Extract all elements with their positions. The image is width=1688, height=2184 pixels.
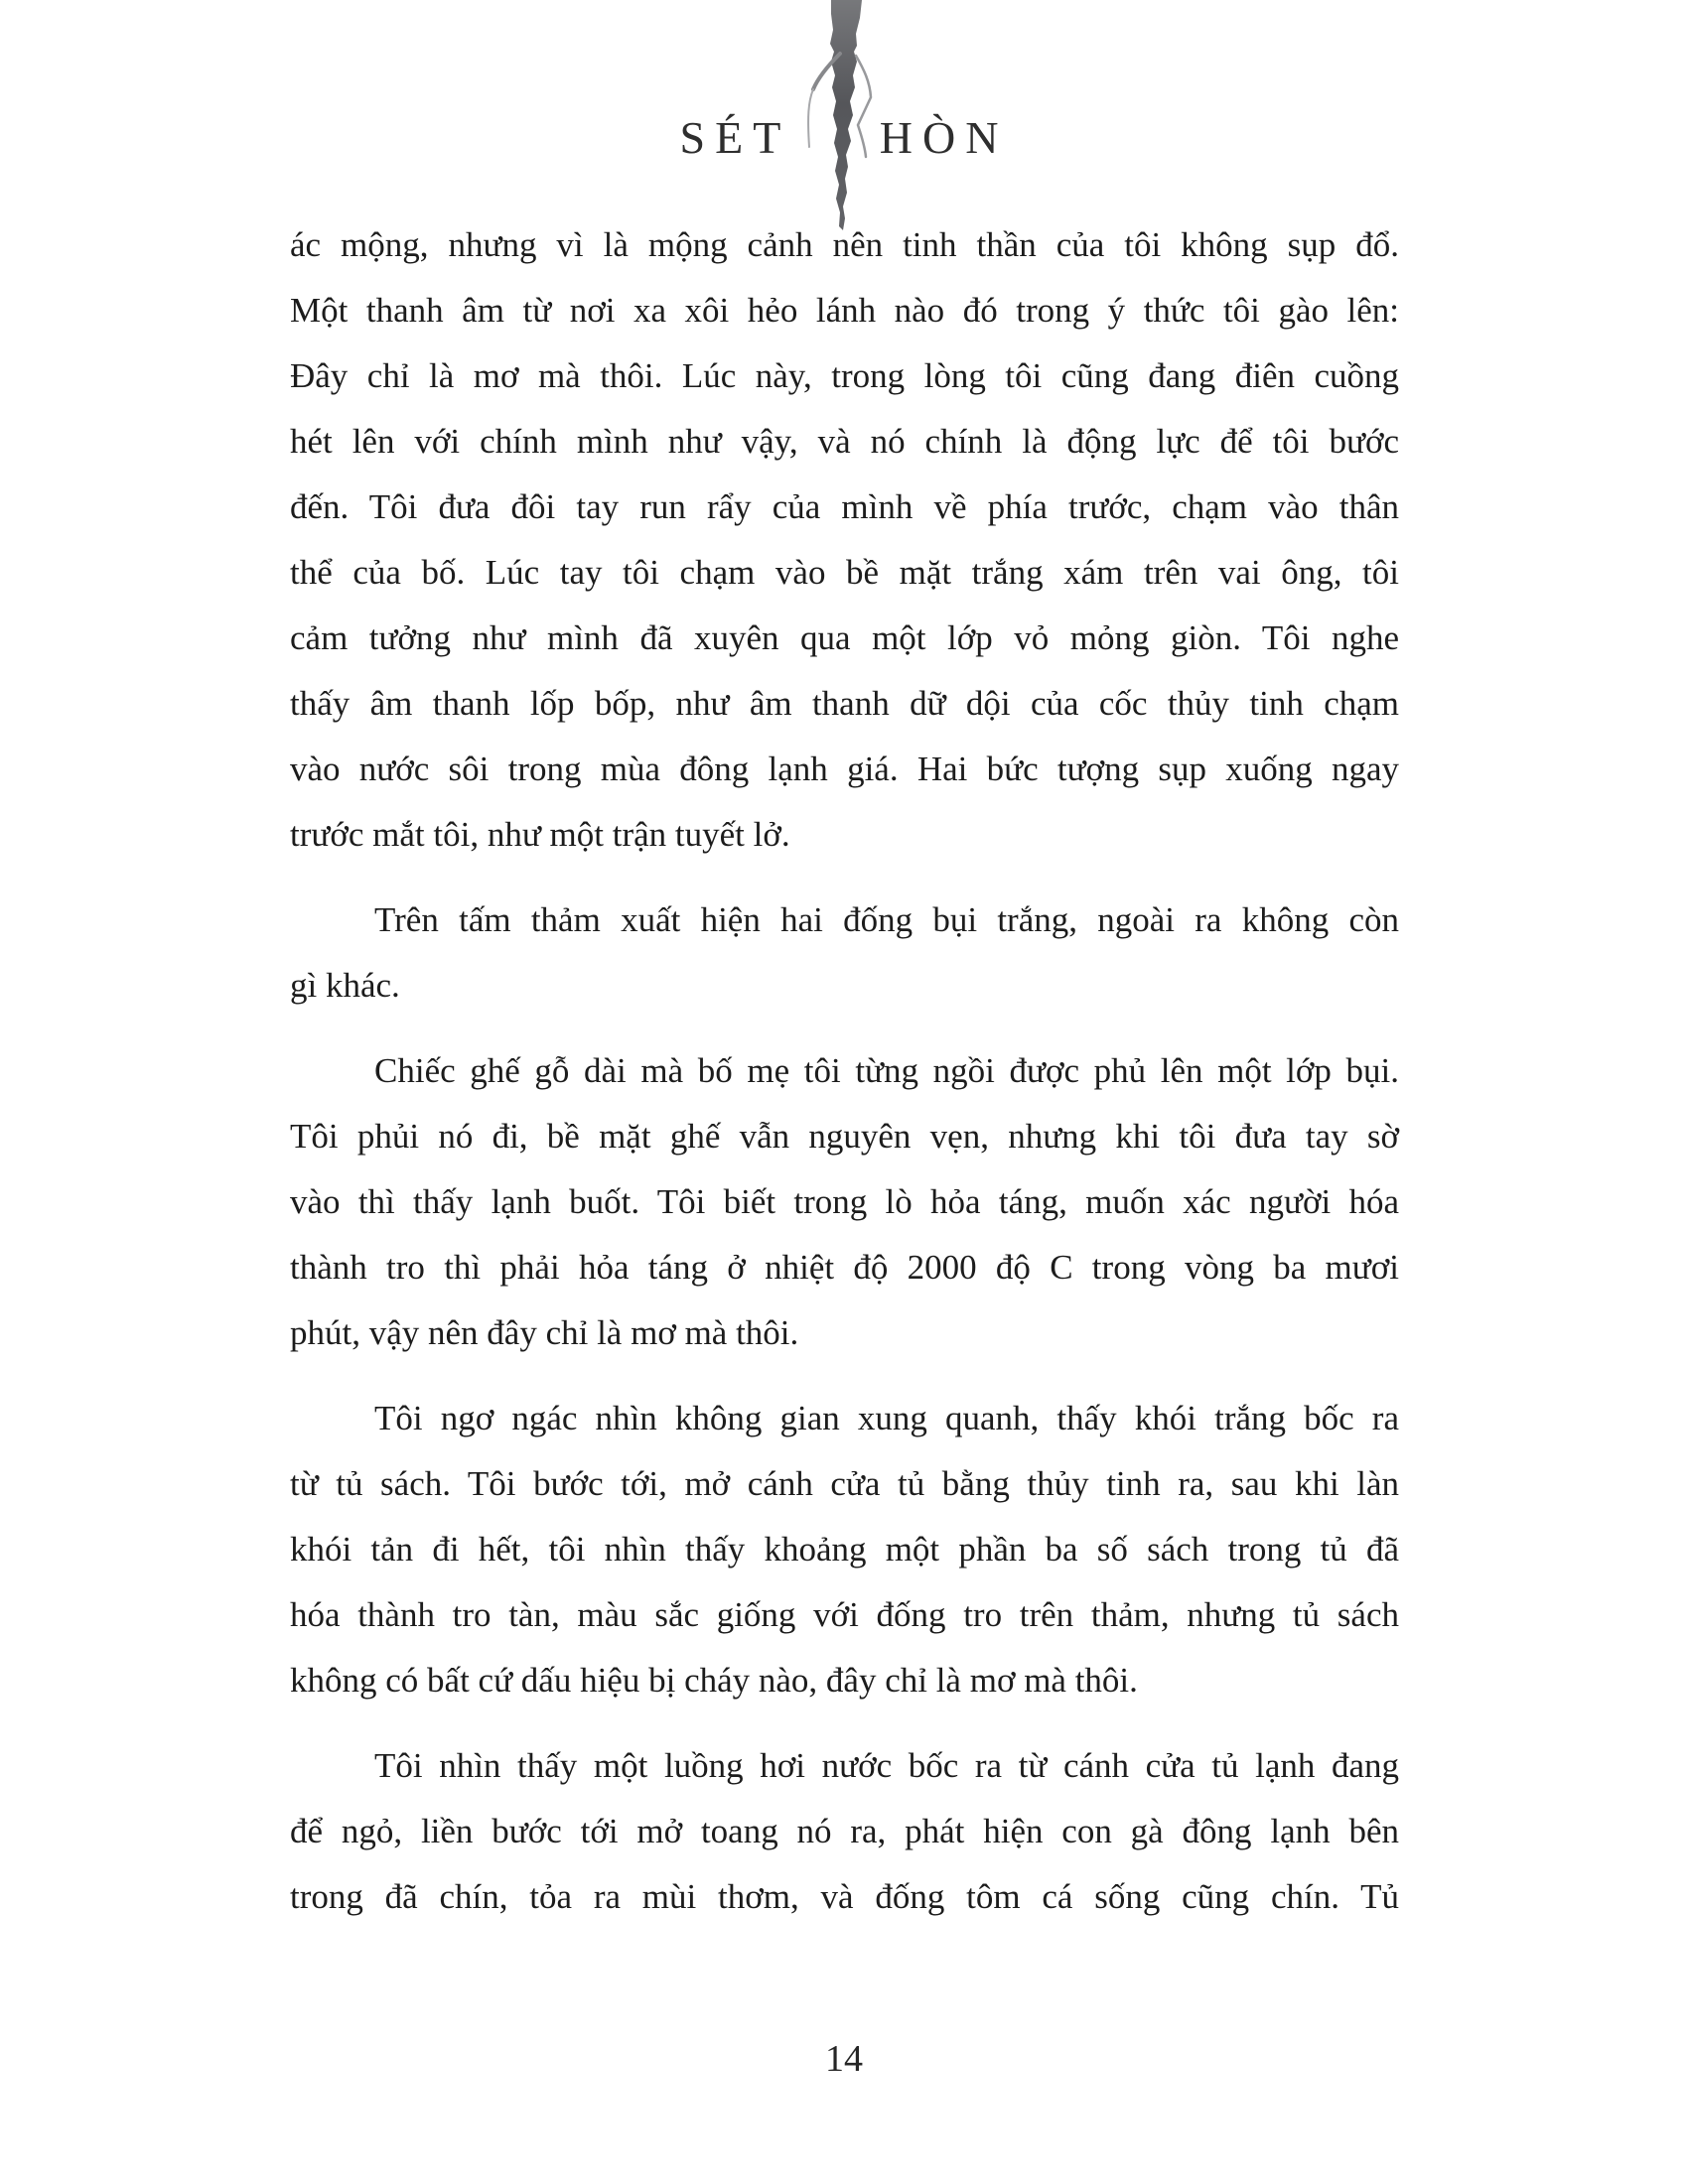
text-line: hóa thành tro tàn, màu sắc giống với đống tro trên thảm, nhưng tủ sách xyxy=(290,1595,1399,1634)
text-line: đến. Tôi đưa đôi tay run rẩy của mình về phía trước, chạm vào thân xyxy=(290,487,1399,526)
text-line: ác mộng, nhưng vì là mộng cảnh nên tinh thần của tôi không sụp đổ. xyxy=(290,225,1399,264)
text-line: để ngỏ, liền bước tới mở toang nó ra, phát hiện con gà đông lạnh bên xyxy=(290,1812,1399,1850)
paragraph xyxy=(290,887,1399,1019)
text-line: cảm tưởng như mình đã xuyên qua một lớp vỏ mỏng giòn. Tôi nghe xyxy=(290,618,1399,657)
chapter-title-right: HÒN xyxy=(879,112,1009,163)
text-line: phút, vậy nên đây chỉ là mơ mà thôi. xyxy=(290,1313,799,1352)
text-line: Chiếc ghế gỗ dài mà bố mẹ tôi từng ngồi được phủ lên một lớp bụi. xyxy=(374,1051,1399,1090)
text-line: Trên tấm thảm xuất hiện hai đống bụi trắng, ngoài ra không còn xyxy=(374,900,1399,939)
text-line: vào nước sôi trong mùa đông lạnh giá. Hai bức tượng sụp xuống ngay xyxy=(290,750,1399,788)
text-line: Tôi ngơ ngác nhìn không gian xung quanh, thấy khói trắng bốc ra xyxy=(374,1399,1399,1437)
paragraph xyxy=(290,212,1399,868)
text-line: gì khác. xyxy=(290,966,400,1005)
text-line: thấy âm thanh lốp bốp, như âm thanh dữ dội của cốc thủy tinh chạm xyxy=(290,684,1399,723)
body-text xyxy=(290,212,1399,1930)
text-line: từ tủ sách. Tôi bước tới, mở cánh cửa tủ bằng thủy tinh ra, sau khi làn xyxy=(290,1464,1399,1503)
text-line: thể của bố. Lúc tay tôi chạm vào bề mặt trắng xám trên vai ông, tôi xyxy=(290,553,1399,592)
text-line: vào thì thấy lạnh buốt. Tôi biết trong lò hỏa táng, muốn xác người hóa xyxy=(290,1182,1399,1221)
text-line: khói tản đi hết, tôi nhìn thấy khoảng một phần ba số sách trong tủ đã xyxy=(290,1530,1399,1569)
paragraph xyxy=(290,1038,1399,1366)
text-line: Tôi phủi nó đi, bề mặt ghế vẫn nguyên vẹn, nhưng khi tôi đưa tay sờ xyxy=(290,1117,1399,1156)
chapter-title-left: SÉT xyxy=(679,112,791,163)
text-line: thành tro thì phải hỏa táng ở nhiệt độ 2000 độ C trong vòng ba mươi xyxy=(290,1248,1399,1287)
text-line: không có bất cứ dấu hiệu bị cháy nào, đây chỉ là mơ mà thôi. xyxy=(290,1661,1138,1700)
chapter-header xyxy=(0,111,1688,164)
text-line: Tôi nhìn thấy một luồng hơi nước bốc ra từ cánh cửa tủ lạnh đang xyxy=(374,1746,1399,1785)
text-line: Đây chỉ là mơ mà thôi. Lúc này, trong lòng tôi cũng đang điên cuồng xyxy=(290,356,1399,395)
text-line: hét lên với chính mình như vậy, và nó chính là động lực để tôi bước xyxy=(290,422,1399,461)
text-line: Một thanh âm từ nơi xa xôi hẻo lánh nào đó trong ý thức tôi gào lên: xyxy=(290,291,1399,330)
paragraph xyxy=(290,1386,1399,1713)
text-line: trước mắt tôi, như một trận tuyết lở. xyxy=(290,815,790,854)
paragraph xyxy=(290,1733,1399,1930)
page-number: 14 xyxy=(825,2038,863,2080)
text-line: trong đã chín, tỏa ra mùi thơm, và đống tôm cá sống cũng chín. Tủ xyxy=(290,1877,1399,1916)
